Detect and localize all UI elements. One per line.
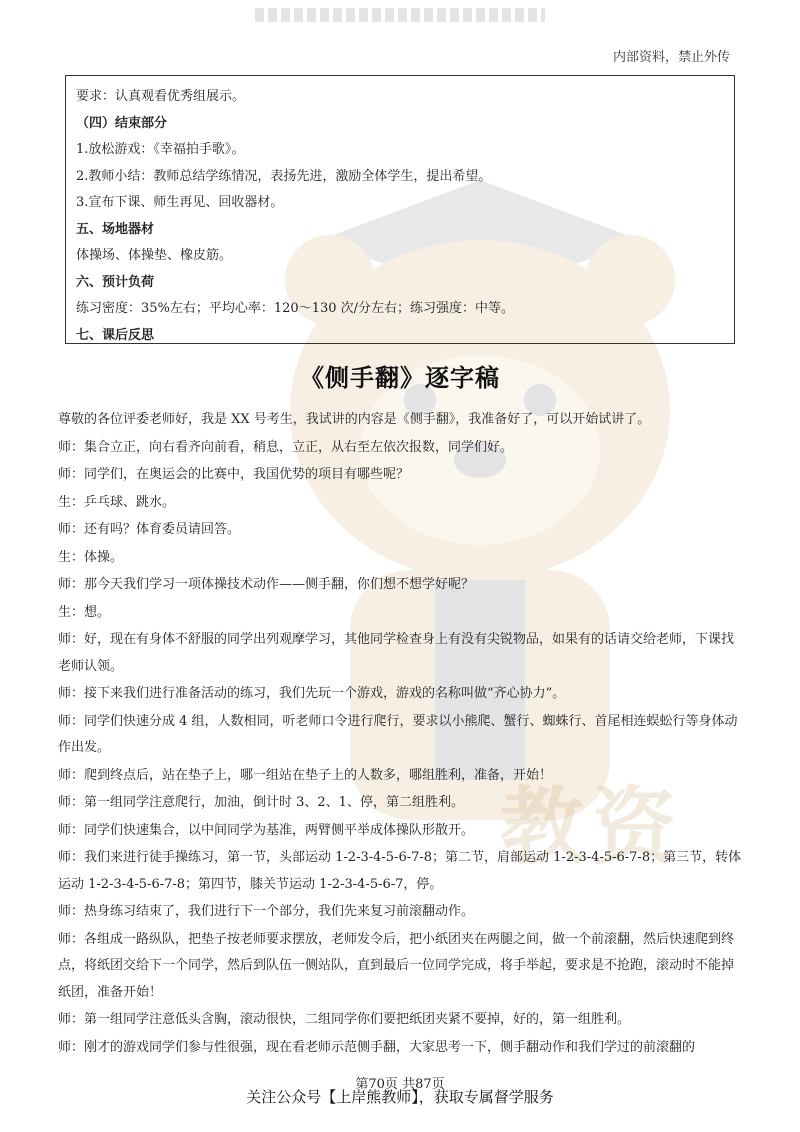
script-body (58, 407, 746, 1062)
plan-line: 3.宣布下课、师生再见、回收器材。 (76, 195, 284, 210)
script-paragraph: 师：我们来进行徒手操练习，第一节，头部运动 1-2-3-4-5-6-7-8；第二节，肩部运动 1-2-3-4-5-6-7-8；第三节，转体运动 1-2-3-4-5-6-7-8；第四节，膝关节运动 1-2-3-4-5-6-7，停。 (58, 850, 742, 892)
script-paragraph: 师：同学们快速集合，以中间同学为基准，两臂侧平举成体操队形散开。 (58, 822, 475, 838)
plan-line: 要求：认真观看优秀组展示。 (76, 89, 246, 104)
script-paragraph: 师：接下来我们进行准备活动的练习，我们先玩一个游戏，游戏的名称叫做“齐心协力”。 (58, 686, 566, 701)
promo-footer: 关注公众号【上岸熊教师】，获取专属督学服务 (246, 1088, 554, 1106)
script-paragraph: 师：各组成一路纵队，把垫子按老师要求摆放，老师发令后，把小纸团夹在两腿之间，做一个前滚翻，然后快速爬到终点，将纸团交给下一个同学，然后到队伍一侧站队，直到最后一位同学完成，将手举起，要求是不抢跑，滚动时不能掉纸团，准备开始！ (58, 931, 735, 1000)
section-heading: （四）结束部分 (76, 115, 168, 131)
section-heading: 七、课后反思 (76, 327, 155, 343)
script-paragraph: 师：第一组同学注意低头含胸，滚动很快，二组同学你们要把纸团夹紧不要掉，好的，第一组胜利。 (58, 1012, 631, 1027)
page-number: 第70页 共87页 (355, 1077, 445, 1092)
script-paragraph: 尊敬的各位评委老师好，我是 XX 号考生，我试讲的内容是《侧手翻》，我准备好了，可以开始试讲了。 (58, 412, 651, 427)
plan-line: 1.放松游戏：《幸福拍手歌》。 (76, 142, 245, 157)
script-paragraph: 生：想。 (58, 604, 111, 620)
watermark-text: 教资 (500, 778, 685, 876)
script-paragraph: 生：乒乓球、跳水。 (58, 494, 176, 510)
script-paragraph: 师：同学们快速分成 4 组，人数相同，听老师口令进行爬行，要求以小熊爬、蟹行、蜘蛛行、首尾相连蜈蚣行等身体动作出发。 (58, 713, 738, 755)
section-heading: 六、预计负荷 (76, 274, 155, 290)
lesson-plan-box (65, 75, 735, 344)
section-heading: 五、场地器材 (76, 221, 155, 237)
script-paragraph: 师：还有吗？体育委员请回答。 (58, 522, 241, 537)
script-paragraph: 师：热身练习结束了，我们进行下一个部分，我们先来复习前滚翻动作。 (58, 904, 475, 919)
plan-line: 2.教师小结：教师总结学练情况，表扬先进，激励全体学生，提出希望。 (76, 168, 492, 184)
script-paragraph: 师：集合立正，向右看齐向前看，稍息，立正，从右至左依次报数，同学们好。 (58, 439, 514, 455)
script-title: 《侧手翻》逐字稿 (300, 364, 500, 392)
script-paragraph: 师：刚才的游戏同学们参与性很强，现在看老师示范侧手翻，大家思考一下，侧手翻动作和我们学过的前滚翻的 (58, 1039, 696, 1055)
script-paragraph: 师：那今天我们学习一项体操技术动作——侧手翻，你们想不想学好呢？ (58, 577, 475, 592)
script-paragraph: 师：爬到终点后，站在垫子上，哪一组站在垫子上的人数多，哪组胜利，准备，开始！ (58, 767, 553, 783)
script-paragraph: 师：好，现在有身体不舒服的同学出列观摩学习，其他同学检查身上有没有尖锐物品，如果有的话请交给老师，下课找老师认领。 (58, 632, 735, 674)
script-paragraph: 师：第一组同学注意爬行，加油，倒计时 3、2、1、停，第二组胜利。 (58, 795, 464, 810)
plan-line: 练习密度：35%左右；平均心率：120～130 次/分左右；练习强度：中等。 (76, 301, 515, 316)
script-paragraph: 生：体操。 (58, 549, 124, 565)
script-paragraph: 师：同学们，在奥运会的比赛中，我国优势的项目有哪些呢？ (58, 467, 410, 482)
confidential-note: 内部资料，禁止外传 (612, 50, 730, 65)
plan-line: 体操场、体操垫、橡皮筋。 (76, 248, 233, 263)
faded-header-text (255, 8, 545, 22)
